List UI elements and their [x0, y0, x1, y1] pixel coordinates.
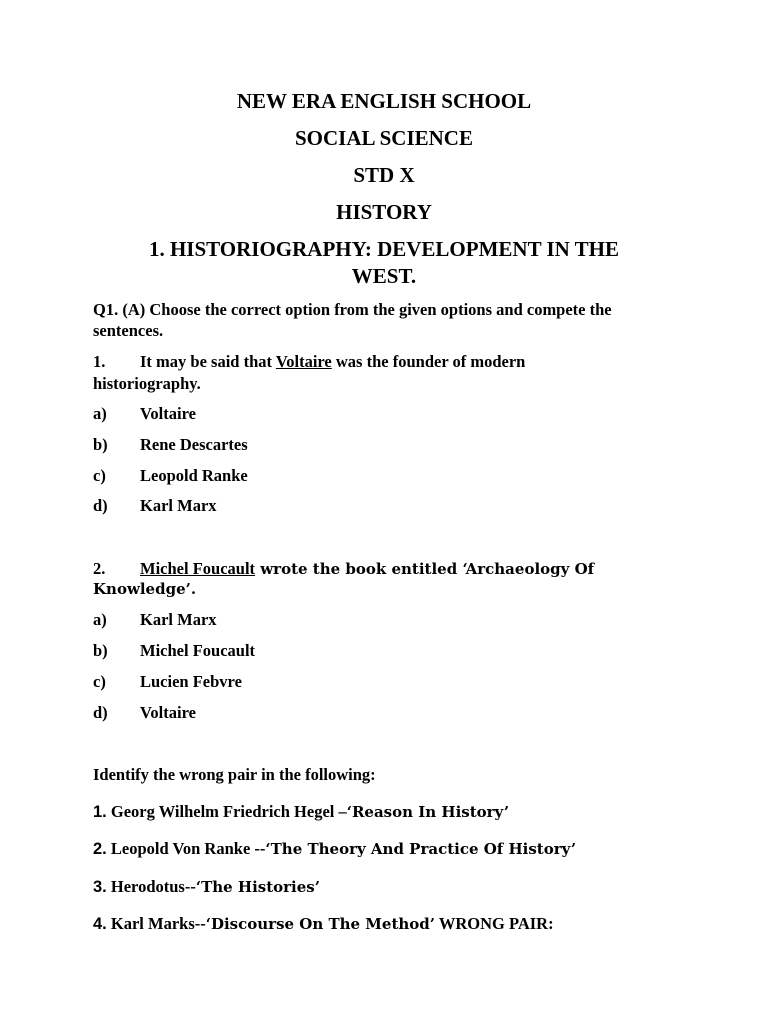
- item2-option-a: [93, 609, 217, 630]
- question-intro-line2: sentences.: [93, 321, 164, 340]
- option-label: a): [93, 610, 107, 629]
- item1-number: 1.: [93, 352, 106, 371]
- item1-option-c: [93, 465, 248, 486]
- question-intro-line1: Q1. (A) Choose the correct option from the given options and compete the: [93, 300, 612, 319]
- item2-answer: Michel Foucault: [140, 559, 256, 578]
- option-text: Lucien Febvre: [140, 672, 242, 691]
- pair-name: Herodotus--: [106, 877, 196, 896]
- subject-title: SOCIAL SCIENCE: [295, 126, 473, 150]
- item2-option-c: [93, 671, 242, 692]
- pair-name: Georg Wilhelm Friedrich Hegel –: [106, 802, 347, 821]
- chapter-title-line1: 1. HISTORIOGRAPHY: DEVELOPMENT IN THE: [148, 237, 620, 261]
- school-name: NEW ERA ENGLISH SCHOOL: [236, 89, 532, 113]
- pair-book: ‘The Theory And Practice Of History’: [265, 840, 577, 858]
- item2-statement: [93, 558, 594, 580]
- wrong-pair-marker: WRONG PAIR:: [435, 914, 554, 933]
- pair-number: 4.: [93, 915, 107, 933]
- pair-number: 3.: [93, 878, 107, 896]
- pair-number: 1.: [93, 803, 107, 821]
- section-title: HISTORY: [336, 200, 432, 224]
- option-text: Karl Marx: [140, 610, 217, 629]
- item1-option-d: [93, 495, 217, 516]
- item1-answer: Voltaire: [275, 352, 332, 371]
- option-label: b): [93, 641, 108, 660]
- item1-option-b: [93, 434, 248, 455]
- standard-title: STD X: [353, 163, 415, 187]
- item2-option-b: [93, 640, 255, 661]
- option-text: Voltaire: [140, 404, 196, 423]
- item1-statement-line2: historiography.: [93, 374, 201, 393]
- pair-book: ‘Discourse On The Method’: [205, 915, 436, 933]
- item1-statement: [93, 351, 525, 372]
- chapter-title: [100, 236, 668, 290]
- option-text: Leopold Ranke: [140, 466, 248, 485]
- option-text: Michel Foucault: [140, 641, 256, 660]
- option-label: c): [93, 672, 106, 691]
- option-text: Voltaire: [140, 703, 196, 722]
- wrong-pair-heading: Identify the wrong pair in the following:: [93, 765, 376, 784]
- pair-name: Leopold Von Ranke --: [106, 839, 266, 858]
- option-label: d): [93, 496, 108, 515]
- pair-book: ‘The Histories’: [195, 878, 320, 896]
- item2-option-d: [93, 702, 196, 723]
- option-label: d): [93, 703, 108, 722]
- item2-number: 2.: [93, 559, 106, 578]
- wrong-pair-item-3: [93, 876, 320, 898]
- pair-book: ‘Reason In History’: [346, 803, 510, 821]
- wrong-pair-item-4: [93, 913, 554, 935]
- item1-text-after: was the founder of modern: [331, 352, 526, 371]
- option-text: Rene Descartes: [140, 435, 248, 454]
- option-label: c): [93, 466, 106, 485]
- wrong-pair-item-1: [93, 801, 509, 823]
- item2-text-after: wrote the book entitled ‘Archaeology Of: [255, 560, 595, 578]
- option-label: b): [93, 435, 108, 454]
- item1-text-before: It may be said that: [140, 352, 276, 371]
- item2-statement-line2: Knowledge’.: [93, 580, 197, 598]
- chapter-title-line2: WEST.: [351, 264, 417, 288]
- wrong-pair-item-2: [93, 838, 576, 860]
- question-intro: [93, 299, 683, 341]
- option-label: a): [93, 404, 107, 423]
- option-text: Karl Marx: [140, 496, 217, 515]
- item1-option-a: [93, 403, 196, 424]
- pair-name: Karl Marks--: [106, 914, 206, 933]
- pair-number: 2.: [93, 840, 107, 858]
